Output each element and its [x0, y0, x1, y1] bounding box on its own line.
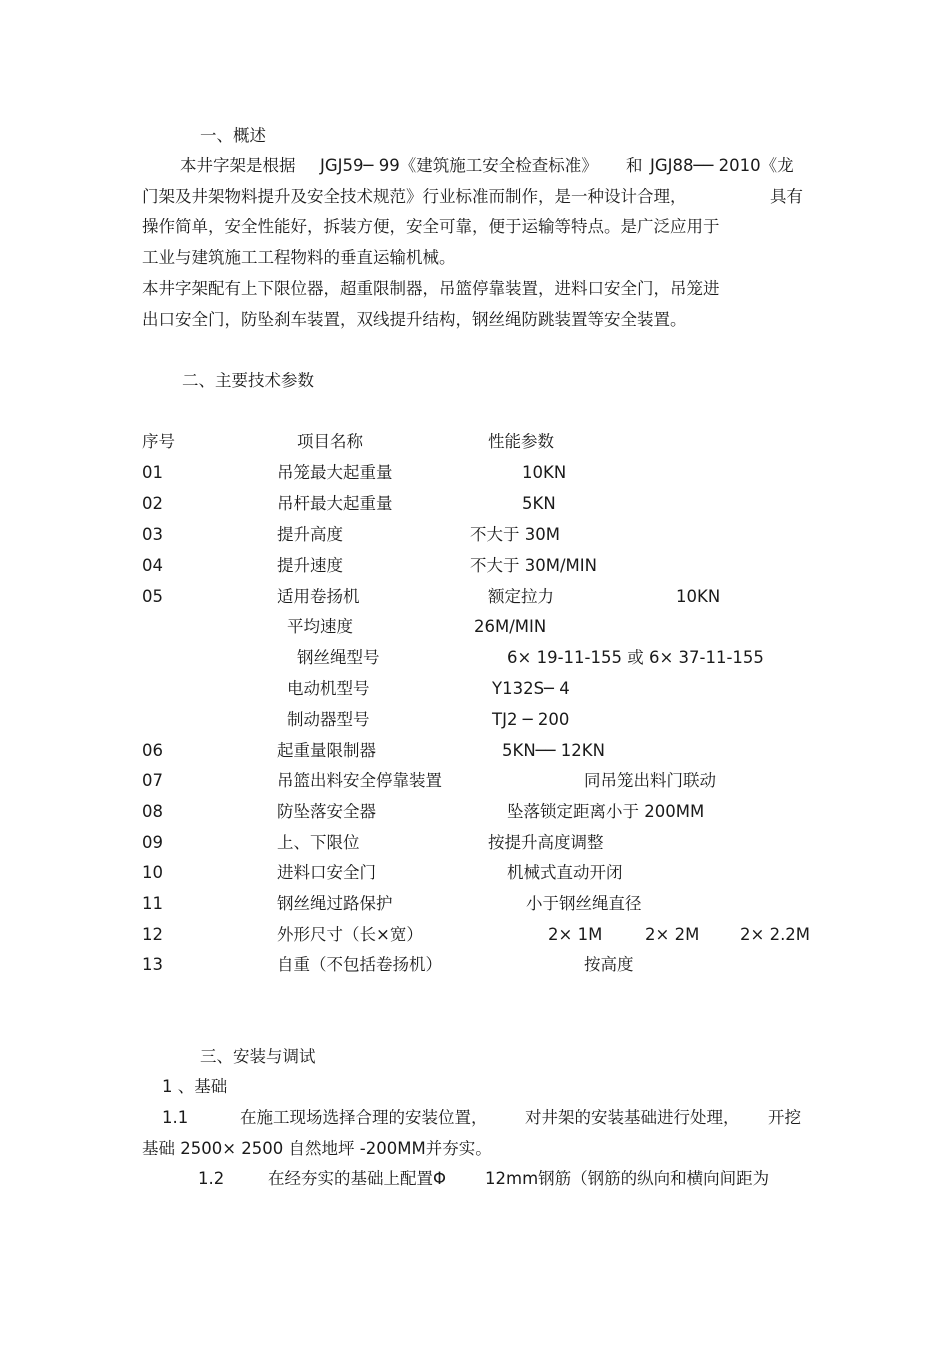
row-no: 04 [142, 556, 163, 575]
row-value: TJ2 ─ 200 [492, 710, 570, 729]
row-name: 防坠落安全器 [277, 802, 376, 821]
item-1-2-number: 1.2 [198, 1169, 225, 1188]
row-value-2: 2× 2M [645, 925, 700, 944]
item-1-1-text-c: 开挖 [768, 1108, 801, 1127]
row-value-2: 10KN [676, 587, 721, 606]
row-value-3: 2× 2.2M [740, 925, 811, 944]
row-no: 13 [142, 955, 163, 974]
row-value: 按提升高度调整 [488, 833, 604, 852]
row-name: 吊杆最大起重量 [277, 494, 393, 513]
section-2-heading: 二、主要技术参数 [182, 371, 314, 390]
row-value: 按高度 [584, 955, 634, 974]
row-value: 坠落锁定距离小于 200MM [507, 802, 705, 821]
item-1-1-line-2: 基础 2500× 2500 自然地坪 -200MM并夯实。 [142, 1139, 492, 1158]
table-header-params: 性能参数 [488, 432, 554, 451]
row-name: 吊笼最大起重量 [277, 463, 393, 482]
row-value: Y132S─ 4 [492, 679, 570, 698]
row-name: 上、下限位 [277, 833, 360, 852]
paragraph-1-line-1b: JGJ59─ 99《建筑施工安全检查标准》 [320, 156, 598, 175]
paragraph-1-line-3: 操作简单，安全性能好，拆装方便，安全可靠，便于运输等特点。是广泛应用于 [142, 217, 720, 236]
row-name: 外形尺寸（长×宽） [277, 925, 423, 944]
section-1-heading: 一、概述 [200, 126, 266, 145]
row-name: 自重（不包括卷扬机） [277, 955, 442, 974]
row-name: 钢丝绳型号 [297, 648, 380, 667]
paragraph-1-line-1d: JGJ88── 2010《龙 [650, 156, 794, 175]
row-value: 额定拉力 [488, 587, 554, 606]
row-value: 5KN── 12KN [502, 741, 605, 760]
row-no: 02 [142, 494, 163, 513]
row-name: 提升速度 [277, 556, 343, 575]
row-name: 制动器型号 [287, 710, 370, 729]
row-value: 不大于 30M [470, 525, 560, 544]
row-value: 10KN [522, 463, 567, 482]
row-no: 01 [142, 463, 163, 482]
row-no: 07 [142, 771, 163, 790]
item-1-1-text-b: 对井架的安装基础进行处理， [525, 1108, 740, 1127]
row-no: 06 [142, 741, 163, 760]
row-name: 提升高度 [277, 525, 343, 544]
row-name: 起重量限制器 [277, 741, 376, 760]
row-no: 11 [142, 894, 163, 913]
row-value: 26M/MIN [474, 617, 547, 636]
row-no: 12 [142, 925, 163, 944]
row-value: 6× 19-11-155 或 6× 37-11-155 [507, 648, 764, 667]
row-no: 08 [142, 802, 163, 821]
paragraph-1-line-4: 工业与建筑施工工程物料的垂直运输机械。 [142, 248, 456, 267]
row-value: 同吊笼出料门联动 [584, 771, 716, 790]
item-1-1-number: 1.1 [162, 1108, 189, 1127]
table-header-name: 项目名称 [297, 432, 363, 451]
row-name: 进料口安全门 [277, 863, 376, 882]
row-no: 03 [142, 525, 163, 544]
item-1-1-text-a: 在施工现场选择合理的安装位置， [240, 1108, 488, 1127]
row-no: 10 [142, 863, 163, 882]
item-1-2-text-a: 在经夯实的基础上配置Φ [268, 1169, 446, 1188]
section-3-heading: 三、安装与调试 [200, 1047, 316, 1066]
row-name: 平均速度 [287, 617, 353, 636]
row-value: 不大于 30M/MIN [470, 556, 597, 575]
row-value: 2× 1M [548, 925, 603, 944]
paragraph-1-line-1c: 和 [626, 156, 643, 175]
row-no: 09 [142, 833, 163, 852]
subsection-1-heading: 1 、基础 [162, 1077, 228, 1096]
row-value: 小于钢丝绳直径 [526, 894, 642, 913]
row-name: 适用卷扬机 [277, 587, 360, 606]
paragraph-1-line-1a: 本井字架是根据 [180, 156, 296, 175]
table-header-no: 序号 [142, 432, 175, 451]
paragraph-1-line-2b: 具有 [770, 187, 803, 206]
item-1-2-text-b: 12mm钢筋（钢筋的纵向和横向间距为 [485, 1169, 770, 1188]
paragraph-1-line-2a: 门架及井架物料提升及安全技术规范》行业标准而制作，是一种设计合理， [142, 187, 687, 206]
paragraph-2-line-2: 出口安全门，防坠刹车装置，双线提升结构，钢丝绳防跳装置等安全装置。 [142, 310, 687, 329]
row-value: 5KN [522, 494, 556, 513]
row-name: 钢丝绳过路保护 [277, 894, 393, 913]
paragraph-2-line-1: 本井字架配有上下限位器，超重限制器，吊篮停靠装置，进料口安全门，吊笼进 [142, 279, 720, 298]
row-no: 05 [142, 587, 163, 606]
row-name: 吊篮出料安全停靠装置 [277, 771, 442, 790]
row-name: 电动机型号 [287, 679, 370, 698]
row-value: 机械式直动开闭 [507, 863, 623, 882]
